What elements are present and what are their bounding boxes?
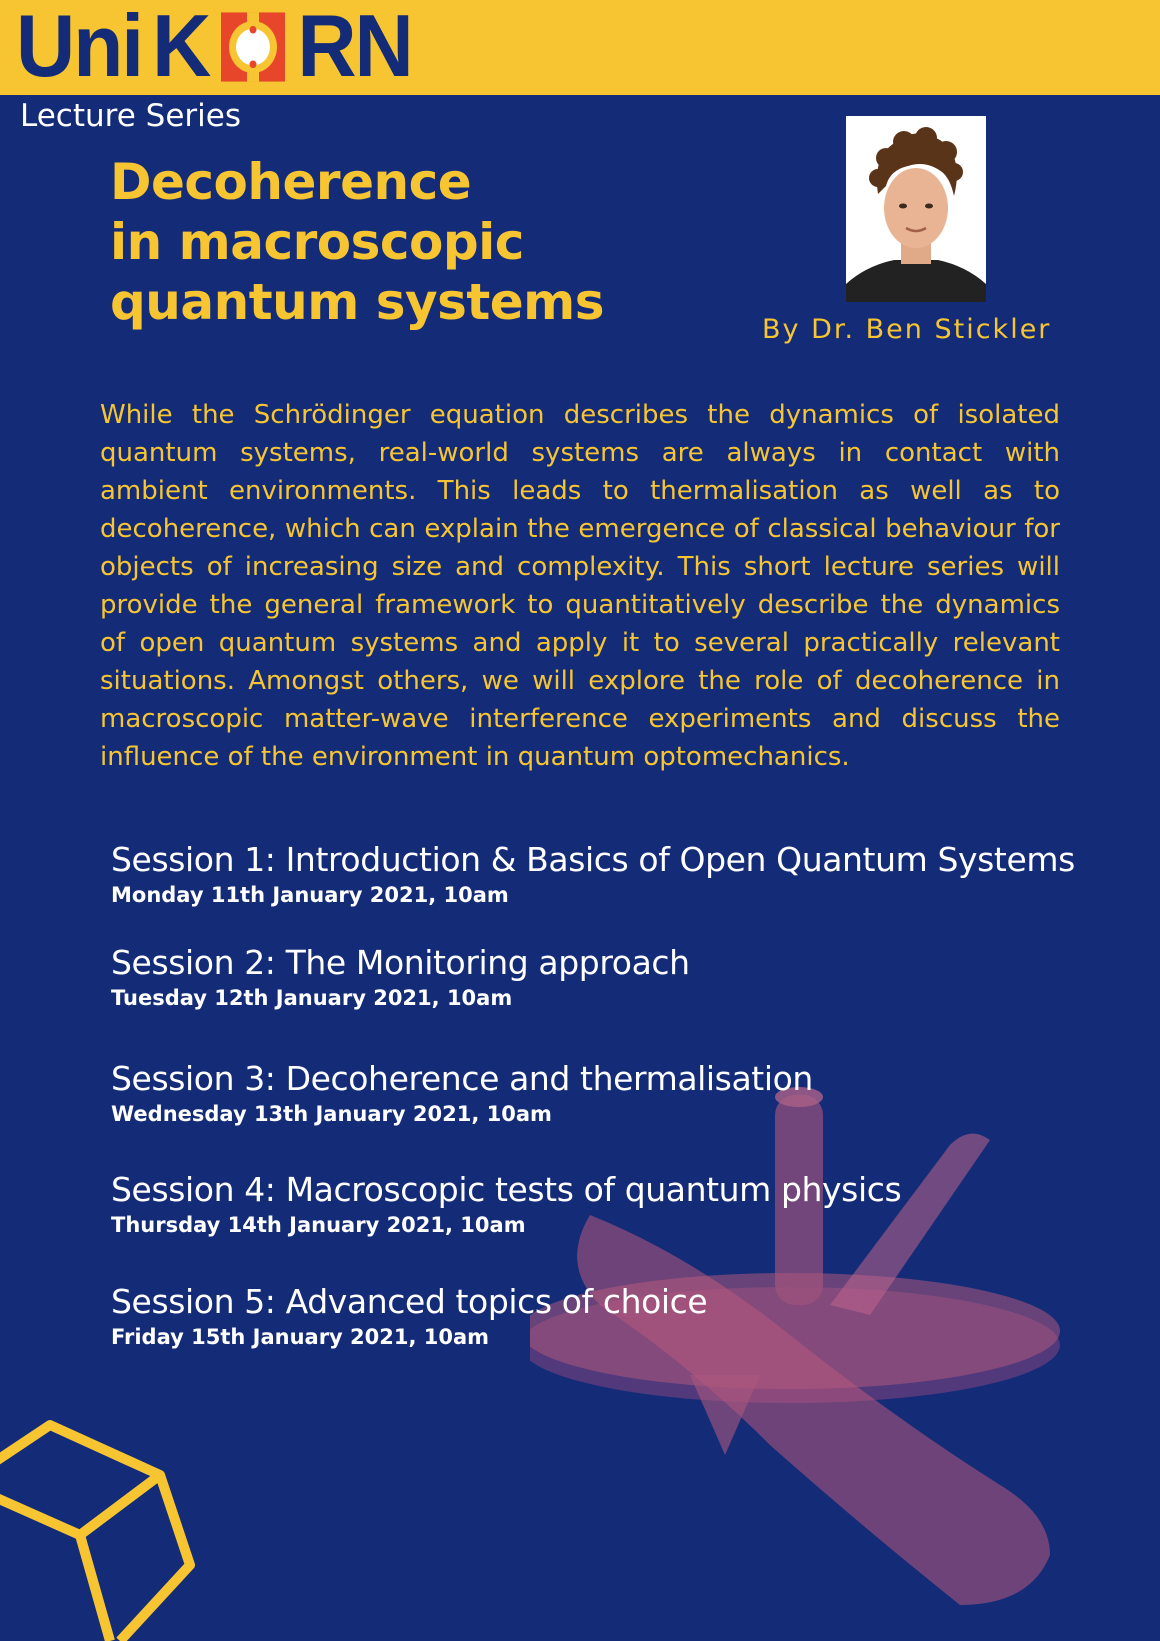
session-3-title: Session 3: Decoherence and thermalisation <box>111 1059 813 1098</box>
abstract-text: While the Schrödinger equation describes the dynamics of isolated quantum systems, real-world systems are always in contact with ambient environments. This leads to thermalisation as well as to decoherence, which can explain the emergence of classical behaviour for objects of increasing size and complexity. This short lecture series will provide the general framework to quantitatively describe the dynamics of open quantum systems and apply it to several practically relevant situations. Amongst others, we will explore the role of decoherence in macroscopic matter-wave interference experiments and discuss the influence of the environment in quantum optomechanics. <box>100 400 1060 772</box>
unikorn-logo <box>16 0 412 96</box>
session-5 <box>111 1282 1091 1352</box>
session-2-date: Tuesday 12th January 2021, 10am <box>111 986 513 1010</box>
session-3-date: Wednesday 13th January 2021, 10am <box>111 1102 552 1126</box>
logo-text-rn: RN <box>297 0 412 96</box>
speaker-photo <box>846 116 986 302</box>
logo-text-uni: Uni <box>16 0 143 96</box>
session-2 <box>111 943 1091 1013</box>
session-5-date: Friday 15th January 2021, 10am <box>111 1325 490 1349</box>
session-1-date: Monday 11th January 2021, 10am <box>111 883 509 907</box>
speaker-portrait-graphic <box>846 116 986 302</box>
series-label: Lecture Series <box>20 98 241 134</box>
speaker-name: By Dr. Ben Stickler <box>762 314 1052 345</box>
session-1 <box>111 840 1091 910</box>
session-4-title: Session 4: Macroscopic tests of quantum physics <box>111 1170 902 1209</box>
title-line-1: Decoherence <box>110 153 472 211</box>
title-line-3: quantum systems <box>110 273 605 331</box>
session-2-title: Session 2: The Monitoring approach <box>111 943 690 982</box>
yellow-cube-outline <box>0 1415 230 1641</box>
logo-text-k: K <box>152 0 210 96</box>
session-4-date: Thursday 14th January 2021, 10am <box>111 1213 526 1237</box>
header-band <box>0 0 1160 95</box>
title-line-2: in macroscopic <box>110 213 524 271</box>
session-1-title: Session 1: Introduction & Basics of Open Quantum Systems <box>111 840 1075 879</box>
session-3 <box>111 1059 1091 1129</box>
session-5-title: Session 5: Advanced topics of choice <box>111 1282 708 1321</box>
lecture-title <box>110 152 730 332</box>
session-4 <box>111 1170 1091 1240</box>
ring-logo-icon <box>217 8 289 86</box>
levitated-rotor-graphic <box>530 1085 1160 1641</box>
